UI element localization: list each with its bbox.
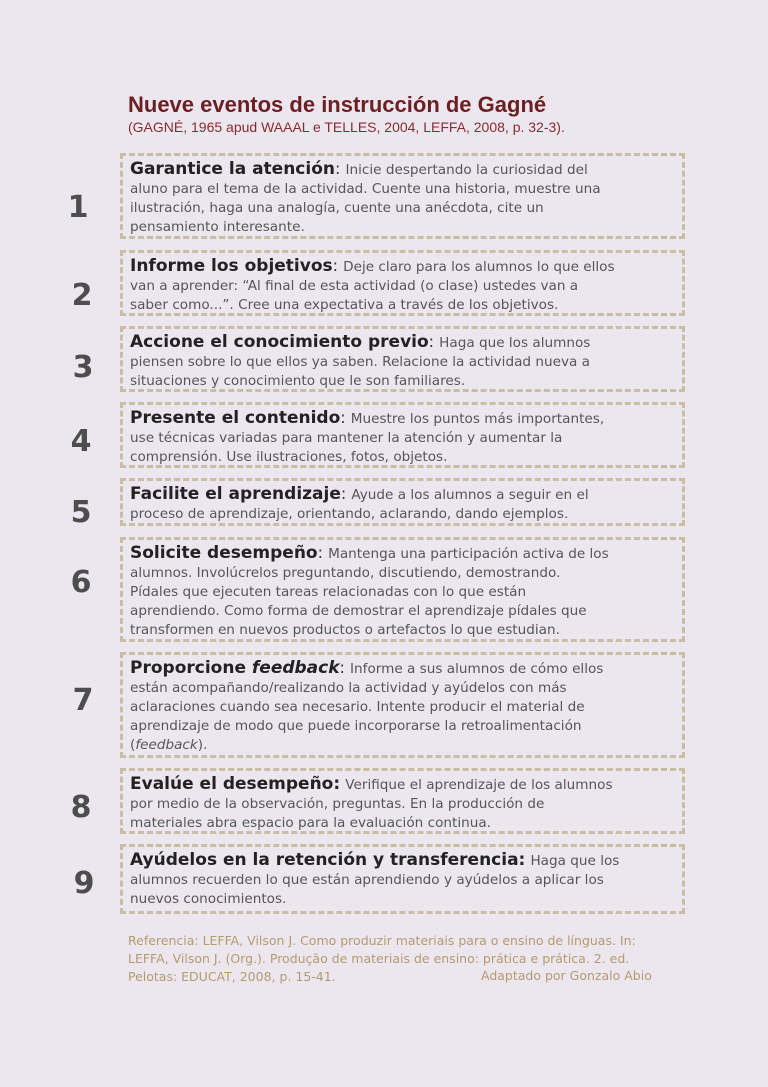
event-box-9	[120, 844, 685, 914]
event-text: están acompañando/realizando la actividad y ayúdelos con más	[130, 680, 567, 696]
event-heading-em: feedback	[251, 658, 340, 678]
event-number-1: 1	[67, 190, 89, 225]
event-text: Deje claro para los alumnos lo que ellos	[343, 259, 615, 275]
event-text: piensen sobre lo que ellos ya saben. Relacione la actividad nueva a	[130, 354, 590, 370]
event-text: transformen en nuevos productos o artefactos lo que estudian.	[130, 622, 560, 638]
event-box-4: Presente el contenido: Muestre los puntos más importantes, use técnicas variadas para mantener la atención y aumentar la comprensión. Use ilustraciones, fotos, objetos.	[120, 402, 685, 468]
event-number-4: 4	[70, 424, 92, 459]
adaptation-credit: Adaptado por Gonzalo Abio	[481, 968, 652, 983]
event-text: ilustración, haga una analogía, cuente una anécdota, cite un	[130, 200, 544, 216]
event-heading: Proporcione	[130, 658, 252, 678]
page-subtitle: (GAGNÉ, 1965 apud WAAAL e TELLES, 2004, LEFFA, 2008, p. 32-3).	[128, 119, 565, 135]
event-text: alumnos recuerden lo que están aprendiendo y ayúdelos a aplicar los	[130, 872, 604, 888]
event-text: Verifique el aprendizaje de los alumnos	[345, 777, 613, 793]
event-text: Muestre los puntos más importantes,	[350, 411, 605, 427]
event-heading: Presente el contenido	[130, 408, 341, 428]
reference-line: Referencia: LEFFA, Vilson J. Como produzir materiais para o ensino de línguas. In:	[128, 933, 636, 948]
event-text: aprendiendo. Como forma de demostrar el aprendizaje pídales que	[130, 603, 587, 619]
event-text: Mantenga una participación activa de los	[328, 546, 609, 562]
event-number-7: 7	[72, 683, 94, 718]
event-text: Ayude a los alumnos a seguir en el	[351, 487, 589, 503]
event-box-3: Accione el conocimiento previo: Haga que los alumnos piensen sobre lo que ellos ya saben. Relacione la actividad nueva a situaciones y conocimiento que le son familiares.	[120, 326, 685, 392]
event-number-8: 8	[70, 790, 92, 825]
event-text-em: feedback	[135, 737, 198, 753]
event-text: situaciones y conocimiento que le son familiares.	[130, 373, 466, 389]
event-text: (	[130, 737, 136, 753]
event-text: ).	[197, 737, 208, 753]
event-text: aclaraciones cuando sea necesario. Intente producir el material de	[130, 699, 585, 715]
reference-line: LEFFA, Vilson J. (Org.). Produção de materiais de ensino: prática e prática. 2. ed.	[128, 951, 630, 966]
event-text: materiales abra espacio para la evaluación continua.	[130, 815, 491, 831]
event-heading: Facilite el aprendizaje	[130, 484, 341, 504]
event-text: aprendizaje de modo que puede incorporarse la retroalimentación	[130, 718, 582, 734]
event-heading: Garantice la atención	[130, 159, 335, 179]
event-text: saber como...”. Cree una expectativa a través de los objetivos.	[130, 297, 559, 313]
event-box-2: Informe los objetivos: Deje claro para los alumnos lo que ellos van a aprender: “Al final de esta actividad (o clase) ustedes van a saber como...”. Cree una expectativa a través de los objetivos.	[120, 250, 685, 316]
event-heading: Solicite desempeño	[130, 543, 318, 563]
event-box-6: Solicite desempeño: Mantenga una participación activa de los alumnos. Involúcrelos preguntando, discutiendo, demostrando. Pídales que ejecuten tareas relacionadas con lo que están aprendiendo. Como forma de demostrar el aprendizaje pídales que transformen en nuevos productos o artefactos lo que estudian.	[120, 537, 685, 642]
event-text: van a aprender: “Al final de esta actividad (o clase) ustedes van a	[130, 278, 579, 294]
event-text: por medio de la observación, preguntas. En la producción de	[130, 796, 545, 812]
event-box-7: Proporcione feedback: Informe a sus alumnos de cómo ellos están acompañando/realizando la actividad y ayúdelos con más aclaraciones cuando sea necesario. Intente producir el material de aprendizaje de modo que puede incorporarse la retroalimentación (feedback).	[120, 652, 685, 758]
event-text: Informe a sus alumnos de cómo ellos	[350, 661, 604, 677]
event-text: comprensión. Use ilustraciones, fotos, objetos.	[130, 449, 448, 465]
page-title: Nueve eventos de instrucción de Gagné	[128, 92, 547, 117]
event-text: Haga que los	[530, 853, 620, 869]
event-text: use técnicas variadas para mantener la atención y aumentar la	[130, 430, 563, 446]
event-text: pensamiento interesante.	[130, 219, 305, 235]
event-text: Haga que los alumnos	[439, 335, 591, 351]
event-number-3: 3	[72, 350, 94, 385]
event-heading: Accione el conocimiento previo	[130, 332, 429, 352]
event-heading: Evalúe el desempeño:	[130, 774, 341, 794]
event-box-1: Garantice la atención: Inicie despertando la curiosidad del aluno para el tema de la actividad. Cuente una historia, muestre una ilustración, haga una analogía, cuente una anécdota, cite un pensamiento interesante.	[120, 153, 685, 239]
event-number-2: 2	[71, 278, 93, 313]
reference-line: Pelotas: EDUCAT, 2008, p. 15-41.	[128, 969, 336, 984]
event-number-9: 9	[73, 866, 95, 901]
event-heading: Informe los objetivos	[130, 256, 333, 276]
event-number-6: 6	[70, 565, 92, 600]
event-text: nuevos conocimientos.	[130, 891, 287, 907]
event-text: proceso de aprendizaje, orientando, aclarando, dando ejemplos.	[130, 506, 569, 522]
event-text: Inicie despertando la curiosidad del	[345, 162, 588, 178]
event-number-5: 5	[70, 495, 92, 530]
event-box-5: Facilite el aprendizaje: Ayude a los alumnos a seguir en el proceso de aprendizaje, orientando, aclarando, dando ejemplos.	[120, 478, 685, 526]
event-text: Pídales que ejecuten tareas relacionadas con lo que están	[130, 584, 527, 600]
event-heading: Ayúdelos en la retención y transferencia:	[130, 850, 526, 870]
event-text: alumnos. Involúcrelos preguntando, discutiendo, demostrando.	[130, 565, 561, 581]
event-box-8	[120, 768, 685, 834]
event-text: aluno para el tema de la actividad. Cuente una historia, muestre una	[130, 181, 601, 197]
